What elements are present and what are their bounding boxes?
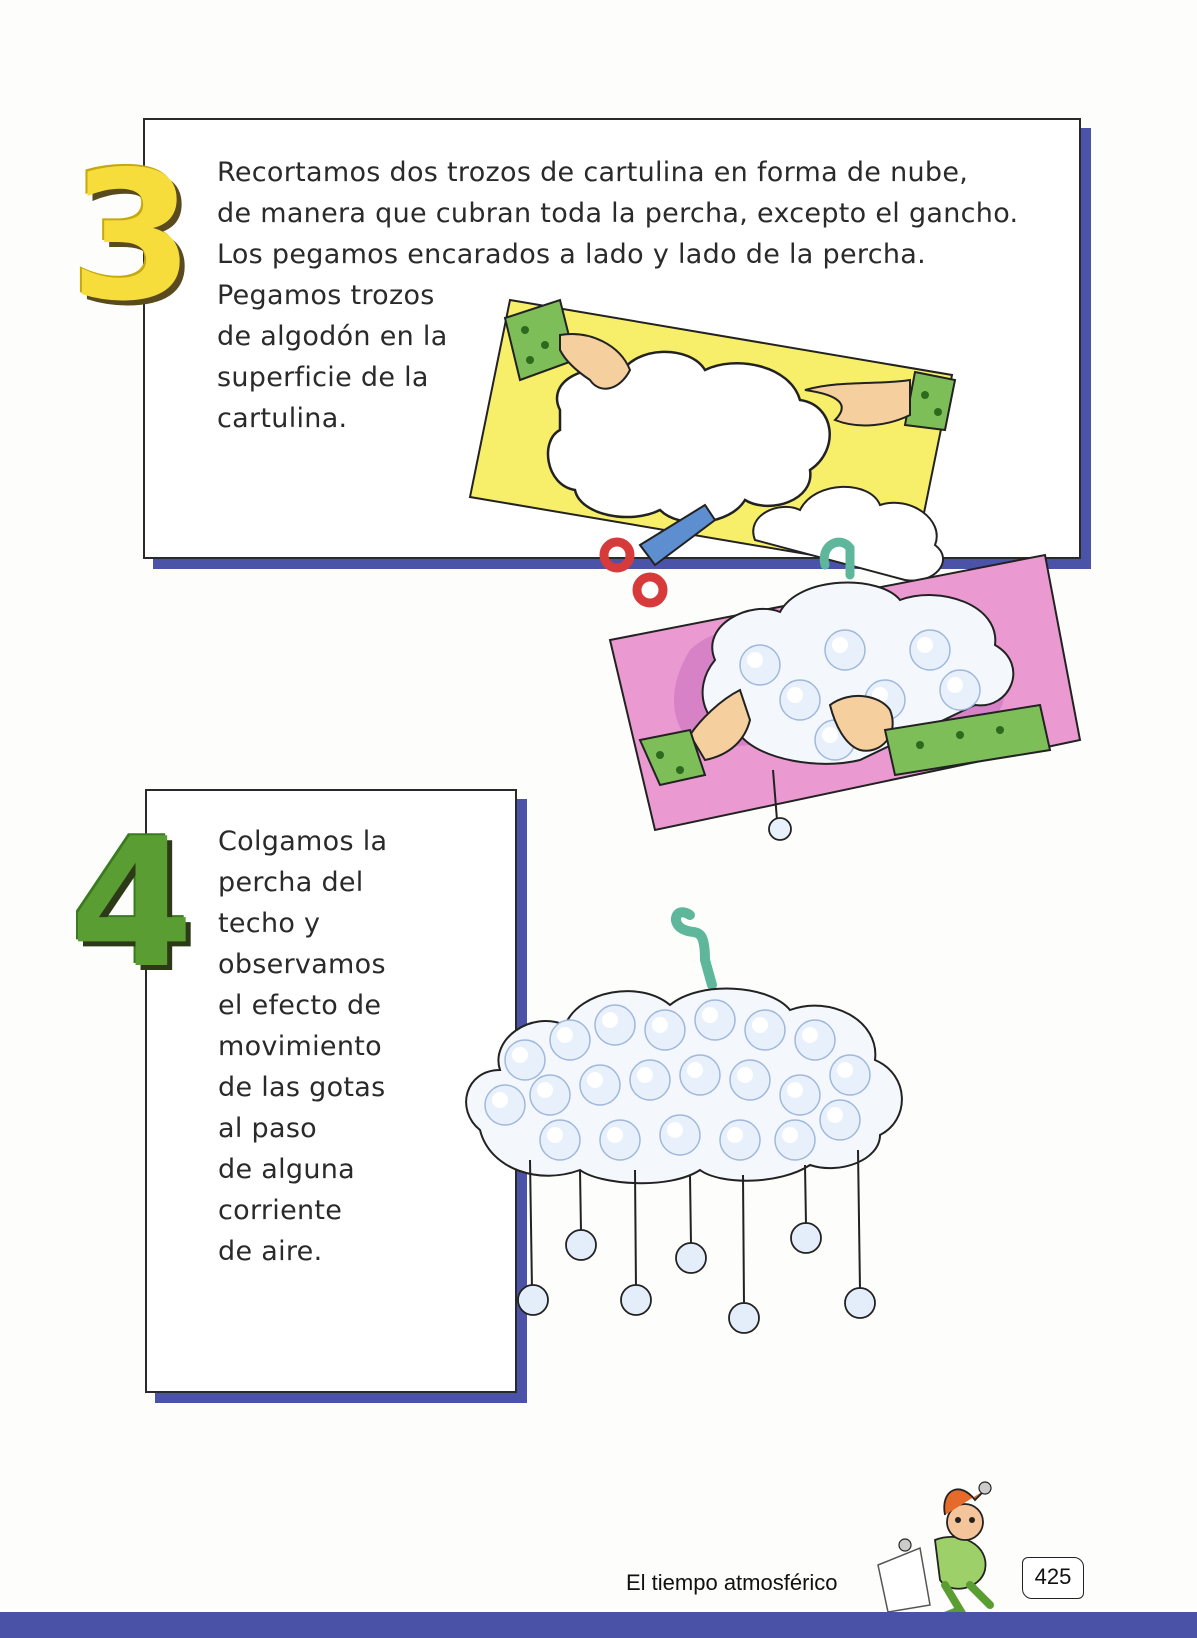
step-4-line: al paso	[218, 1113, 317, 1144]
step-4-line: de aire.	[218, 1236, 323, 1267]
step-3-side-line: Pegamos trozos	[217, 280, 435, 311]
step-4-line: techo y	[218, 908, 321, 939]
footer-title: El tiempo atmosférico	[626, 1570, 838, 1595]
step-3-line-3: Los pegamos encarados a lado y lado de la percha.	[217, 239, 926, 270]
step-4-line: percha del	[218, 867, 364, 898]
page-number: 425	[1034, 1564, 1072, 1589]
step-4-number: 4	[70, 800, 190, 1007]
pink-card-illustration	[610, 542, 1080, 840]
step-3-side-line: cartulina.	[217, 403, 348, 434]
elf-mascot-icon	[878, 1482, 991, 1620]
step-4-line: de las gotas	[218, 1072, 386, 1103]
page-number-box	[1022, 1557, 1084, 1599]
hanging-cloud-illustration	[466, 912, 902, 1333]
step-3-side-line: de algodón en la	[217, 321, 448, 352]
step-4-line: corriente	[218, 1195, 343, 1226]
step-3-line-1: Recortamos dos trozos de cartulina en forma de nube,	[217, 157, 969, 188]
footer-bar	[0, 1612, 1197, 1638]
step-4-line: movimiento	[218, 1031, 382, 1062]
step-4-line: observamos	[218, 949, 386, 980]
step-4-line: Colgamos la	[218, 826, 388, 857]
step-3-side-line: superficie de la	[217, 362, 429, 393]
step-3-number: 3	[70, 133, 190, 340]
step-3-line-2: de manera que cubran toda la percha, excepto el gancho.	[217, 198, 1019, 229]
step-4-line: el efecto de	[218, 990, 382, 1021]
step-4-line: de alguna	[218, 1154, 355, 1185]
